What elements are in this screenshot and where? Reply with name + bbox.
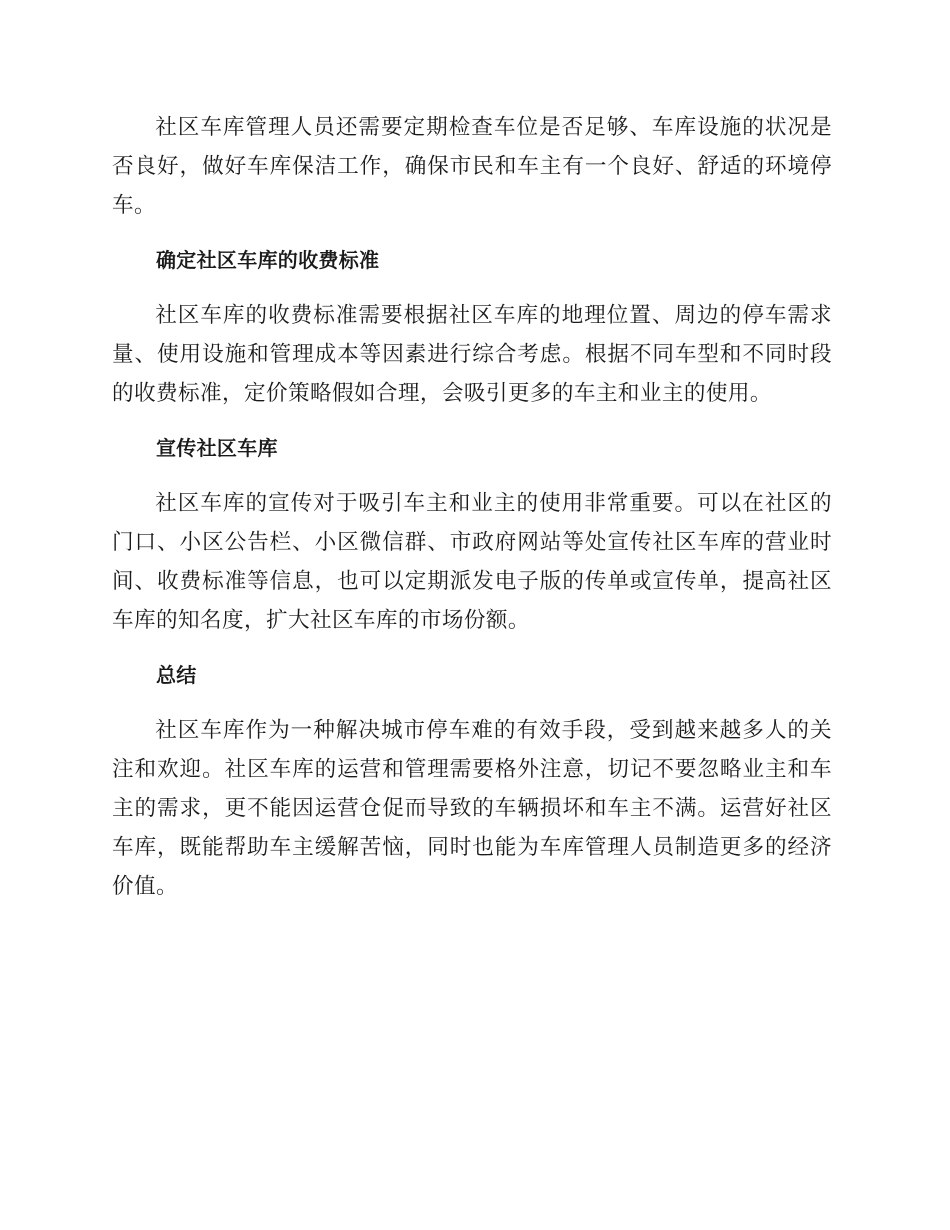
intro-paragraph: 社区车库管理人员还需要定期检查车位是否足够、车库设施的状况是否良好，做好车库保洁工作，确保市民和车主有一个良好、舒适的环境停车。 (112, 115, 832, 218)
section-body-pricing: 社区车库的收费标准需要根据社区车库的地理位置、周边的停车需求量、使用设施和管理成本等因素进行综合考虑。根据不同车型和不同时段的收费标准，定价策略假如合理，会吸引更多的车主和业主的使用。 (112, 303, 832, 406)
document-page (112, 108, 832, 906)
section-body-promotion: 社区车库的宣传对于吸引车主和业主的使用非常重要。可以在社区的门口、小区公告栏、小区微信群、市政府网站等处宣传社区车库的营业时间、收费标准等信息，也可以定期派发电子版的传单或宣传单，提高社区车库的知名度，扩大社区车库的市场份额。 (112, 491, 832, 633)
section-body-summary: 社区车库作为一种解决城市停车难的有效手段，受到越来越多人的关注和欢迎。社区车库的运营和管理需要格外注意，切记不要忽略业主和车主的需求，更不能因运营仓促而导致的车辆损坏和车主不满。运营好社区车库，既能帮助车主缓解苦恼，同时也能为车库管理人员制造更多的经济价值。 (112, 718, 832, 899)
section-heading-summary: 总结 (156, 663, 197, 687)
section-heading-promotion: 宣传社区车库 (156, 436, 278, 460)
section-heading-pricing: 确定社区车库的收费标准 (156, 248, 380, 272)
